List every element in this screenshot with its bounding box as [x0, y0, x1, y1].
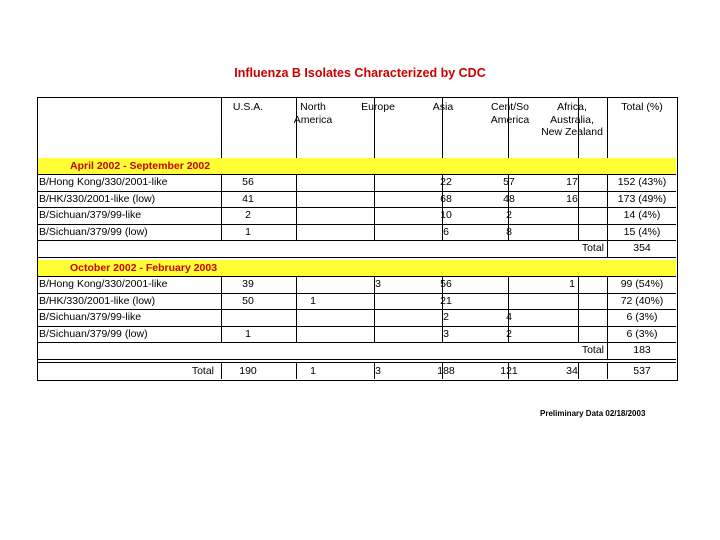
table-cell: 2 [506, 209, 512, 221]
row-divider [38, 359, 676, 360]
row-divider [38, 276, 676, 277]
column-header: Total (%) [621, 101, 663, 113]
grand-total-cell: 190 [239, 365, 257, 377]
column-divider [442, 362, 443, 379]
table-cell: 57 [503, 176, 515, 188]
row-divider [38, 174, 676, 175]
grand-total-cell: 188 [437, 365, 455, 377]
table-cell: 99 (54%) [620, 278, 664, 290]
row-label: B/Hong Kong/330/2001-like [39, 278, 168, 290]
row-label: B/Hong Kong/330/2001-like [39, 176, 168, 188]
grand-total-cell: 537 [633, 365, 651, 377]
column-divider [442, 174, 443, 240]
preliminary-data-note: Preliminary Data 02/18/2003 [540, 409, 646, 418]
section-label: April 2002 - September 2002 [70, 160, 211, 172]
header-divider [221, 98, 222, 158]
table-cell: 8 [506, 225, 512, 238]
table-cell: 10 [440, 209, 452, 221]
row-divider [38, 309, 676, 310]
column-divider [221, 276, 222, 342]
column-divider [374, 362, 375, 379]
table-cell: 2 [245, 209, 251, 221]
grand-total-cell: 1 [310, 365, 316, 377]
column-header: U.S.A. [232, 101, 264, 113]
table-cell: 2 [506, 327, 512, 340]
table-cell: 1 [569, 278, 575, 290]
column-divider [607, 276, 608, 342]
section-label: October 2002 - February 2003 [70, 262, 218, 274]
table-cell: 16 [566, 192, 578, 205]
table-cell: 14 (4%) [623, 209, 661, 221]
header-divider [442, 98, 443, 158]
row-label: B/Sichuan/379/99-like [39, 209, 142, 221]
table-cell: 6 (3%) [626, 311, 658, 323]
table-cell: 50 [242, 294, 254, 307]
table-cell: 1 [245, 225, 251, 238]
column-divider [374, 276, 375, 342]
table-cell: 56 [242, 176, 254, 188]
row-label: B/Sichuan/379/99 (low) [39, 327, 148, 340]
row-divider [38, 224, 676, 225]
row-label: B/HK/330/2001-like (low) [39, 192, 156, 205]
column-divider [296, 276, 297, 342]
section-total-value: 354 [633, 242, 651, 254]
table-cell: 152 (43%) [617, 176, 667, 188]
column-header: Europe [361, 101, 395, 113]
section-total-label: Total [581, 242, 604, 254]
section-total-label: Total [581, 344, 604, 356]
header-divider [607, 98, 608, 158]
column-divider [374, 174, 375, 240]
column-divider [221, 362, 222, 379]
table-cell: 3 [443, 327, 449, 340]
table-cell: 48 [503, 192, 515, 205]
row-divider [38, 240, 676, 241]
column-divider [442, 276, 443, 342]
table-cell: 22 [440, 176, 452, 188]
table-cell: 1 [245, 327, 251, 340]
row-divider [38, 362, 676, 363]
grand-total-cell: 34 [566, 365, 578, 377]
table-cell: 21 [440, 294, 452, 307]
column-header: Asia [432, 101, 454, 113]
column-divider [578, 362, 579, 379]
row-divider [38, 326, 676, 327]
column-divider [296, 362, 297, 379]
column-divider [508, 276, 509, 342]
column-divider [508, 174, 509, 240]
column-divider [607, 174, 608, 240]
row-label: B/HK/330/2001-like (low) [39, 294, 156, 307]
grand-total-cell: 3 [375, 365, 381, 377]
row-divider [38, 257, 676, 258]
row-divider [38, 293, 676, 294]
table-cell: 4 [506, 311, 512, 323]
grand-total-label: Total [191, 365, 214, 377]
table-cell: 173 (49%) [617, 192, 667, 205]
row-divider [38, 207, 676, 208]
table-cell: 39 [242, 278, 254, 290]
table-cell: 15 (4%) [623, 225, 661, 238]
table-cell: 6 (3%) [626, 327, 658, 340]
header-divider [508, 98, 509, 158]
column-divider [296, 174, 297, 240]
column-divider [607, 362, 608, 379]
table-cell: 17 [566, 176, 578, 188]
column-divider [508, 362, 509, 379]
row-label: B/Sichuan/379/99-like [39, 311, 142, 323]
isolates-table [37, 97, 678, 381]
column-divider [607, 342, 608, 359]
row-label: B/Sichuan/379/99 (low) [39, 225, 148, 238]
column-divider [607, 240, 608, 257]
column-header: Africa, Australia, New Zealand [541, 101, 603, 138]
table-cell: 1 [310, 294, 316, 307]
table-cell: 72 (40%) [620, 294, 664, 307]
header-divider [374, 98, 375, 158]
row-divider [38, 191, 676, 192]
header-divider [296, 98, 297, 158]
column-divider [578, 174, 579, 240]
section-total-value: 183 [633, 344, 651, 356]
table-cell: 41 [242, 192, 254, 205]
column-header: North America [293, 101, 333, 126]
table-cell: 6 [443, 225, 449, 238]
row-divider [38, 342, 676, 343]
column-divider [221, 174, 222, 240]
table-cell: 68 [440, 192, 452, 205]
table-cell: 56 [440, 278, 452, 290]
table-title: Influenza B Isolates Characterized by CDC [234, 66, 486, 80]
table-cell: 2 [443, 311, 449, 323]
table-cell: 3 [375, 278, 381, 290]
column-header: Cent/So America [490, 101, 530, 126]
header-divider [578, 98, 579, 158]
column-divider [578, 276, 579, 342]
grand-total-cell: 121 [500, 365, 518, 377]
